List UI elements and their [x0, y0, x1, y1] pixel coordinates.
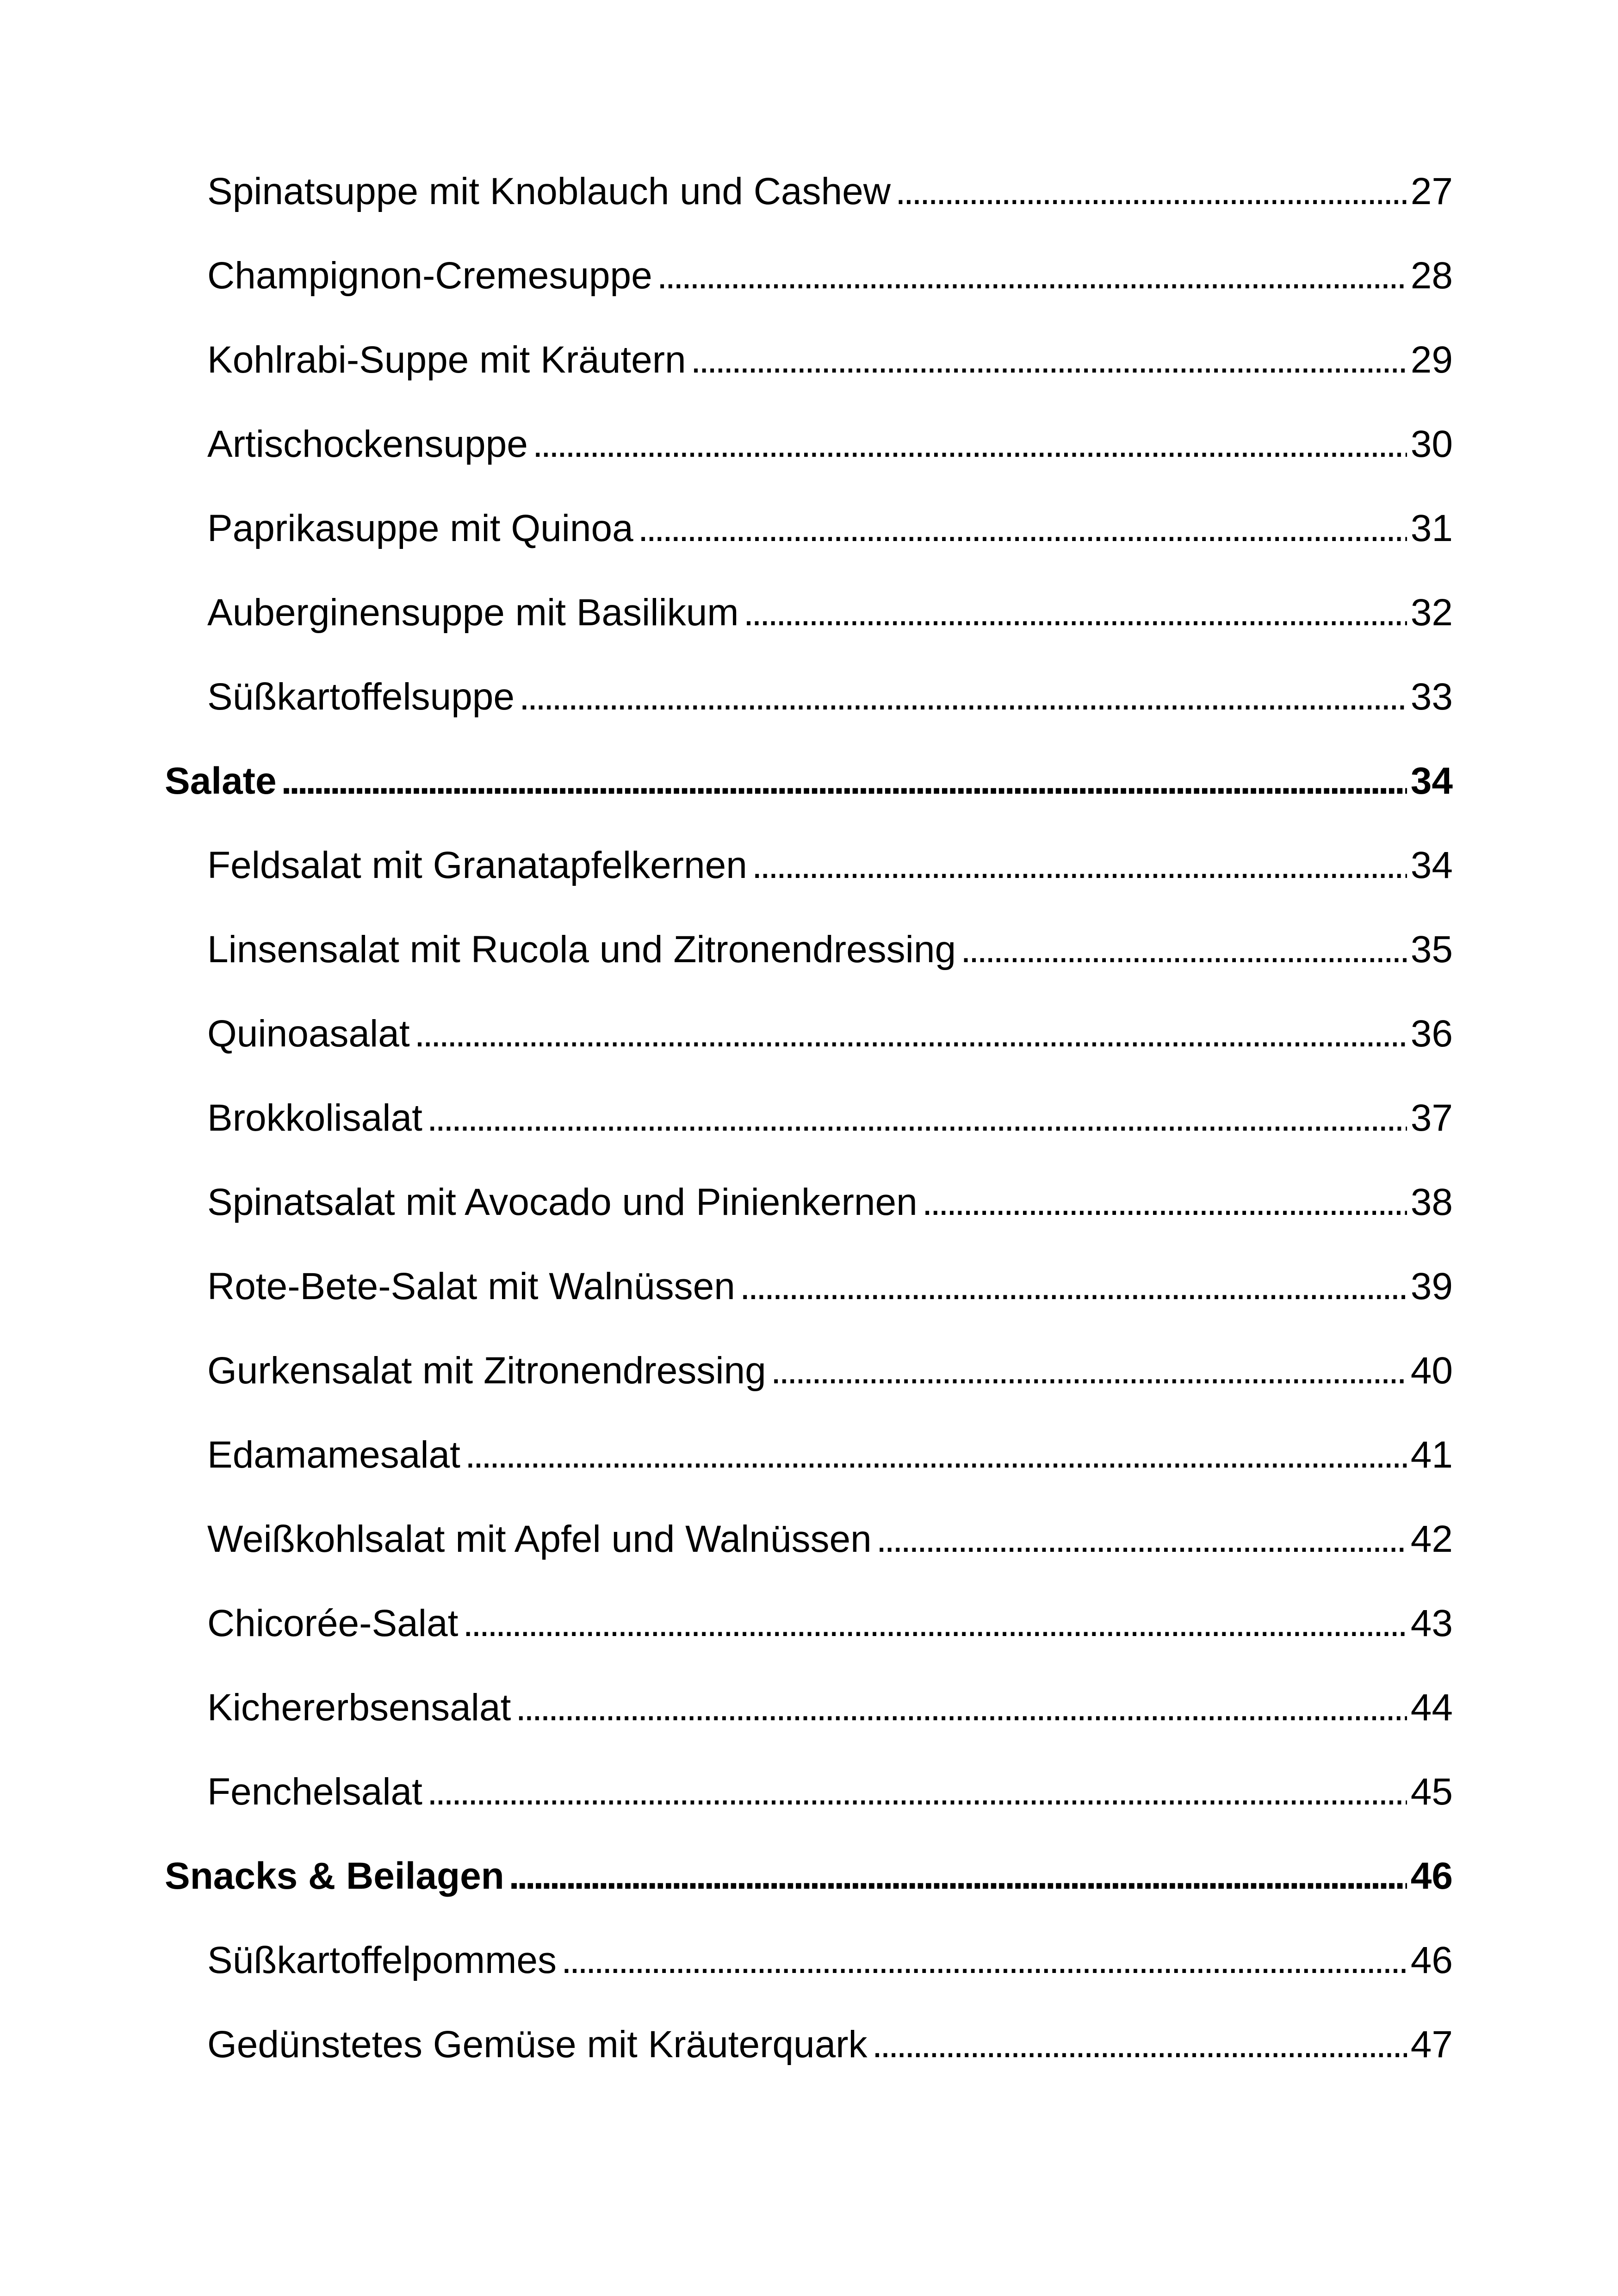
toc-entry[interactable]	[207, 1343, 1453, 1399]
toc-entry-title: Süßkartoffelpommes	[207, 1939, 557, 1981]
toc-entry[interactable]	[207, 838, 1453, 893]
toc-entry[interactable]	[207, 248, 1453, 304]
dot-leader	[515, 1680, 1407, 1736]
dot-leader	[465, 1427, 1407, 1483]
dot-leader	[638, 501, 1407, 556]
dot-leader	[922, 1175, 1407, 1230]
toc-entry[interactable]	[207, 1259, 1453, 1314]
toc-entry-page: 31	[1410, 507, 1453, 549]
toc-entry[interactable]	[207, 1512, 1453, 1567]
dot-leader	[872, 2017, 1407, 2072]
toc-entry-page: 30	[1410, 423, 1453, 465]
toc-entry[interactable]	[207, 585, 1453, 641]
toc-entry-title: Gedünstetes Gemüse mit Kräuterquark	[207, 2023, 868, 2066]
toc-entry-title: Spinatsalat mit Avocado und Pinienkernen	[207, 1181, 917, 1223]
toc-entry[interactable]	[207, 1427, 1453, 1483]
toc-entry-title: Edamamesalat	[207, 1434, 460, 1476]
dot-leader	[463, 1596, 1407, 1651]
toc-entry-page: 47	[1410, 2023, 1453, 2066]
toc-entry-title: Brokkolisalat	[207, 1097, 422, 1139]
toc-entry-page: 34	[1410, 844, 1453, 886]
toc-chapter-entry[interactable]	[165, 1848, 1453, 1904]
dot-leader	[740, 1259, 1407, 1314]
dot-leader	[561, 1933, 1407, 1988]
toc-entry-title: Rote-Bete-Salat mit Walnüssen	[207, 1265, 735, 1307]
toc-entry-page: 43	[1410, 1602, 1453, 1644]
toc-entry-page: 44	[1410, 1686, 1453, 1729]
toc-entry-page: 39	[1410, 1265, 1453, 1307]
dot-leader	[657, 248, 1407, 304]
toc-chapter-title: Salate	[165, 760, 277, 802]
toc-entry-title: Spinatsuppe mit Knoblauch und Cashew	[207, 170, 891, 212]
toc-entry-page: 41	[1410, 1434, 1453, 1476]
toc-entry[interactable]	[207, 1175, 1453, 1230]
toc-entry-page: 33	[1410, 676, 1453, 718]
toc-entry-title: Feldsalat mit Granatapfelkernen	[207, 844, 747, 886]
dot-leader	[771, 1343, 1407, 1399]
toc-entry-page: 29	[1410, 339, 1453, 381]
toc-entry[interactable]	[207, 1764, 1453, 1820]
toc-chapter-entry[interactable]	[165, 753, 1453, 809]
toc-entry-title: Kichererbsensalat	[207, 1686, 511, 1729]
toc-entry-title: Linsensalat mit Rucola und Zitronendressing	[207, 928, 956, 971]
toc-chapter-title: Snacks & Beilagen	[165, 1855, 504, 1897]
dot-leader	[415, 1006, 1407, 1062]
dot-leader	[876, 1512, 1407, 1567]
toc-entry-title: Paprikasuppe mit Quinoa	[207, 507, 633, 549]
dot-leader	[427, 1764, 1407, 1820]
toc-entry-title: Weißkohlsalat mit Apfel und Walnüssen	[207, 1518, 872, 1560]
toc-entry-page: 45	[1410, 1771, 1453, 1813]
toc-entry-title: Süßkartoffelsuppe	[207, 676, 515, 718]
toc-entry[interactable]	[207, 417, 1453, 472]
toc-entry-title: Fenchelsalat	[207, 1771, 422, 1813]
toc-entry[interactable]	[207, 1090, 1453, 1146]
dot-leader	[744, 585, 1407, 641]
toc-entry-title: Quinoasalat	[207, 1013, 410, 1055]
dot-leader	[533, 417, 1407, 472]
toc-entry-page: 36	[1410, 1013, 1453, 1055]
toc-entry[interactable]	[207, 2017, 1453, 2072]
toc-entry-title: Auberginensuppe mit Basilikum	[207, 591, 739, 634]
toc-chapter-page: 46	[1410, 1855, 1453, 1897]
dot-leader	[961, 922, 1407, 977]
dot-leader	[427, 1090, 1407, 1146]
dot-leader	[519, 669, 1407, 725]
toc-entry-page: 35	[1410, 928, 1453, 971]
toc-entry[interactable]	[207, 1680, 1453, 1736]
toc-entry-page: 37	[1410, 1097, 1453, 1139]
toc-entry[interactable]	[207, 1933, 1453, 1988]
dot-leader	[691, 332, 1407, 388]
toc-entry-title: Champignon-Cremesuppe	[207, 255, 652, 297]
dot-leader	[895, 164, 1407, 219]
dot-leader	[752, 838, 1407, 893]
toc-chapter-page: 34	[1410, 760, 1453, 802]
dot-leader	[281, 753, 1407, 809]
toc-entry[interactable]	[207, 922, 1453, 977]
toc-entry[interactable]	[207, 1006, 1453, 1062]
toc-entry-page: 46	[1410, 1939, 1453, 1981]
toc-entry-title: Gurkensalat mit Zitronendressing	[207, 1350, 766, 1392]
toc-entry[interactable]	[207, 1596, 1453, 1651]
toc-entry-page: 38	[1410, 1181, 1453, 1223]
toc-entry-page: 42	[1410, 1518, 1453, 1560]
toc-entry[interactable]	[207, 501, 1453, 556]
toc-entry-page: 40	[1410, 1350, 1453, 1392]
toc-entry[interactable]	[207, 669, 1453, 725]
dot-leader	[509, 1848, 1407, 1904]
toc-entry-title: Chicorée-Salat	[207, 1602, 459, 1644]
toc-entry[interactable]	[207, 164, 1453, 219]
toc-entry-title: Kohlrabi-Suppe mit Kräutern	[207, 339, 686, 381]
toc-entry-page: 32	[1410, 591, 1453, 634]
toc-entry-page: 28	[1410, 255, 1453, 297]
toc-entry-page: 27	[1410, 170, 1453, 212]
toc-entry-title: Artischockensuppe	[207, 423, 528, 465]
toc-entry[interactable]	[207, 332, 1453, 388]
